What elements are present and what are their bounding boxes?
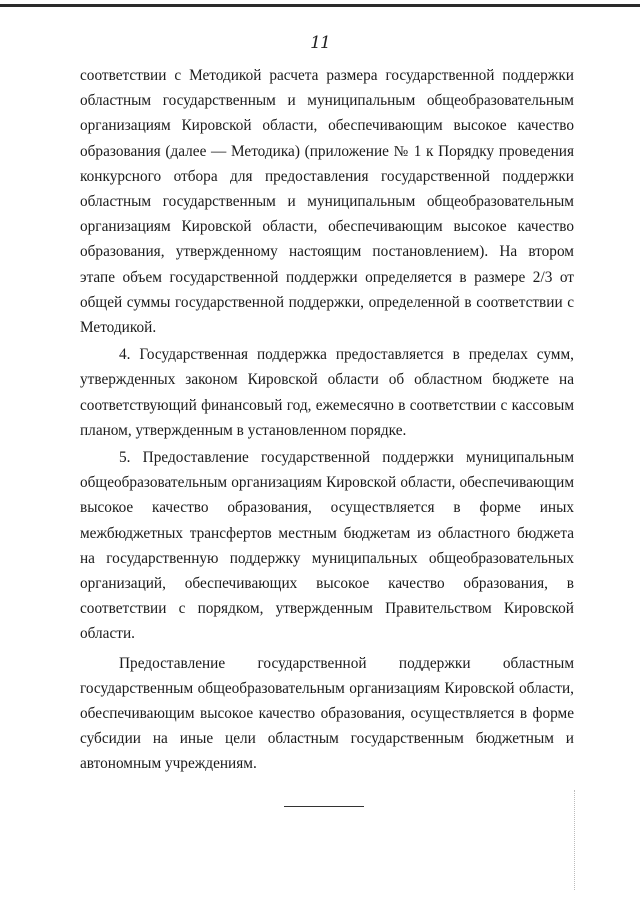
paragraph-continuation: соответствии с Методикой расчета размера государственной поддержки областным государственным и муниципальным общеобразовательным организациям Кировской области, обеспечивающим высокое качество образования (далее — Методика) (приложение № 1 к Порядку проведения конкурсного отбора для предоставления государственной поддержки областным государственным и муниципальным общеобразовательным организациям Кировской области, обеспечивающим высокое качество образования, утвержденному настоящим постановлением). На втором этапе объем государственной поддержки определяется в размере 2/3 от общей суммы государственной поддержки, определенной в соответствии с Методикой.	[80, 67, 574, 337]
scan-margin-artifact	[574, 790, 576, 890]
closing-divider-line	[284, 806, 364, 807]
paragraph-subsidy: Предоставление государственной поддержки областным государственным общеобразовательным организациям Кировской области, обеспечивающим высокое качество образования, осуществляется в форме субсидии на иные цели областным государственным бюджетным и автономным учреждениям.	[80, 654, 574, 773]
page-number: 11	[310, 33, 330, 53]
top-border-line	[0, 4, 640, 7]
paragraph-item-5: 5. Предоставление государственной поддержки муниципальным общеобразовательным организациям Кировской области, обеспечивающим высокое качество образования, осуществляется в форме иных межбюджетных трансфертов местным бюджетам из областного бюджета на государственную поддержку муниципальных общеобразовательных организаций, обеспечивающих высокое качество образования, в соответствии с порядком, утвержденным Правительством Кировской области.	[80, 449, 574, 643]
document-body	[80, 63, 574, 777]
paragraph-item-4: 4. Государственная поддержка предоставляется в пределах сумм, утвержденных законом Кировской области об областном бюджете на соответствующий финансовый год, ежемесячно в соответствии с кассовым планом, утвержденным в установленном порядке.	[80, 346, 574, 439]
